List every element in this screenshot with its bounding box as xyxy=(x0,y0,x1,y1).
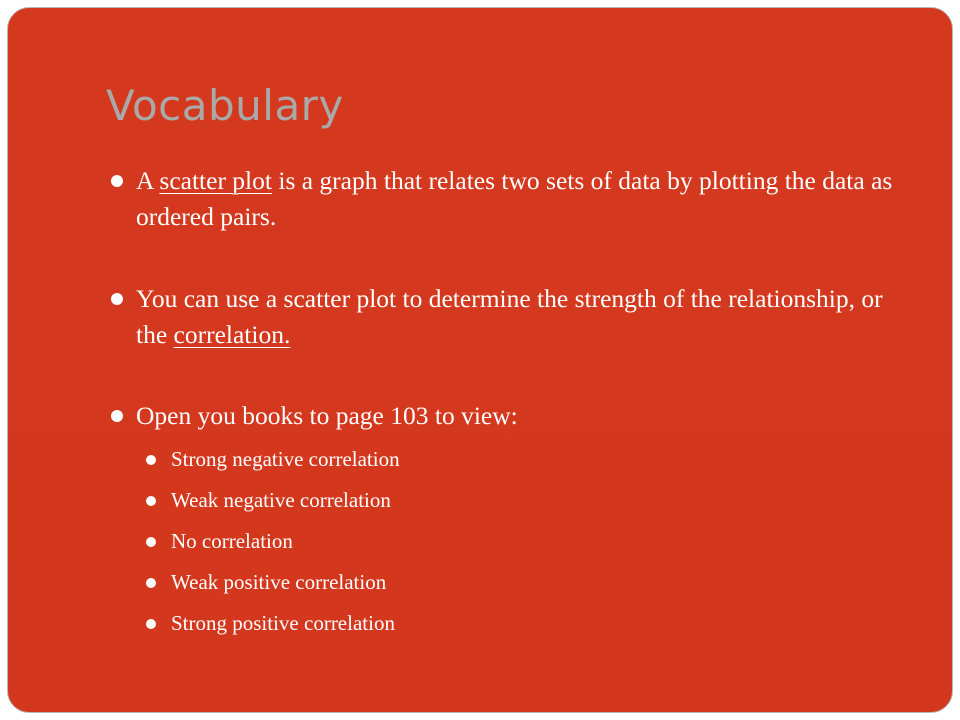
sub-bullet-text: Weak negative correlation xyxy=(171,488,391,512)
sub-bullet-text: No correlation xyxy=(171,529,293,553)
sub-bullet-text: Weak positive correlation xyxy=(171,570,387,594)
sub-bullet xyxy=(106,562,896,603)
bullet-dot-icon xyxy=(111,175,123,187)
slide-title: Vocabulary xyxy=(106,81,344,130)
sub-bullet xyxy=(106,480,896,521)
sub-bullet-text: Strong negative correlation xyxy=(171,447,400,471)
term-scatter-plot: scatter plot xyxy=(159,166,272,195)
bullet-dot-icon xyxy=(111,293,123,305)
bullet-text: A xyxy=(136,166,160,195)
sub-bullet xyxy=(106,521,896,562)
sub-bullet-dot-icon xyxy=(146,496,156,506)
bullet-scatter-plot-definition xyxy=(106,163,896,235)
bullet-text: Open you books to page 103 to view: xyxy=(136,401,518,430)
sub-bullet-text: Strong positive correlation xyxy=(171,611,395,635)
sub-bullet-dot-icon xyxy=(146,537,156,547)
sub-bullet-dot-icon xyxy=(146,619,156,629)
bullet-text: is a graph that relates two sets of data by plotting the data as ordered pairs. xyxy=(136,166,893,231)
sub-bullet xyxy=(106,439,896,480)
bullet-text: You can use a scatter plot to determine the strength of the relationship, or the xyxy=(136,284,883,349)
bullet-correlation xyxy=(106,281,896,353)
bullet-open-books xyxy=(106,398,896,434)
sub-bullet-dot-icon xyxy=(146,578,156,588)
slide-body xyxy=(106,163,896,644)
bullet-dot-icon xyxy=(111,410,123,422)
slide xyxy=(7,7,953,713)
term-correlation: correlation. xyxy=(173,320,291,349)
sub-bullet-dot-icon xyxy=(146,455,156,465)
sub-bullet xyxy=(106,603,896,644)
